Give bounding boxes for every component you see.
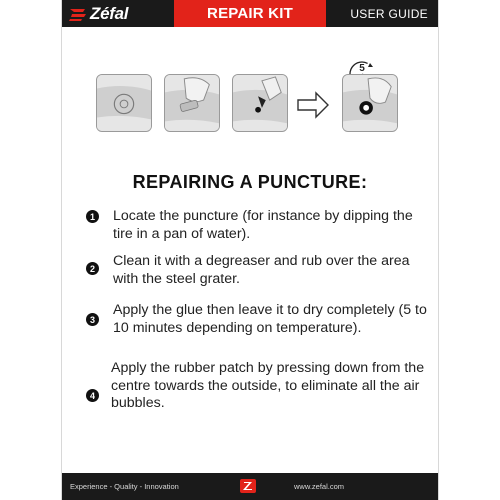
header-bar — [62, 0, 438, 27]
brand-name: Zéfal — [90, 4, 129, 23]
illustration-glue — [232, 74, 288, 132]
step-text: Locate the puncture (for instance by dipping the tire in a pan of water). — [113, 208, 413, 242]
repair-kit-guide — [62, 0, 438, 500]
footer-tagline: Experience - Quality - Innovation — [70, 482, 179, 491]
arrow-right-icon — [296, 90, 330, 120]
zefal-logo-icon — [240, 479, 256, 493]
step-text: Clean it with a degreaser and rub over the area with the steel grater. — [113, 253, 410, 287]
step-text: Apply the glue then leave it to dry completely (5 to 10 minutes depending on temperature). — [113, 302, 427, 336]
brand — [68, 4, 128, 24]
step-number-badge: 2 — [86, 262, 99, 275]
illustration-grater — [164, 74, 220, 132]
section-heading: REPAIRING A PUNCTURE: — [132, 172, 368, 192]
step-number-badge: 3 — [86, 313, 99, 326]
step-illustrations — [96, 60, 416, 132]
zefal-logo-icon — [68, 6, 88, 22]
step-text: Apply the rubber patch by pressing down from the centre towards the outside, to eliminate all the air bubbles. — [111, 360, 425, 411]
illustration-patch — [342, 74, 398, 132]
step-number-badge: 4 — [86, 389, 99, 402]
kit-title: REPAIR KIT — [174, 0, 326, 27]
footer-website[interactable]: www.zefal.com — [294, 482, 345, 491]
illustration-locate — [96, 74, 152, 132]
timer-value: 5 — [359, 63, 365, 74]
step-number-badge: 1 — [86, 210, 99, 223]
footer-bar — [62, 473, 438, 500]
guide-label: USER GUIDE — [350, 6, 428, 21]
